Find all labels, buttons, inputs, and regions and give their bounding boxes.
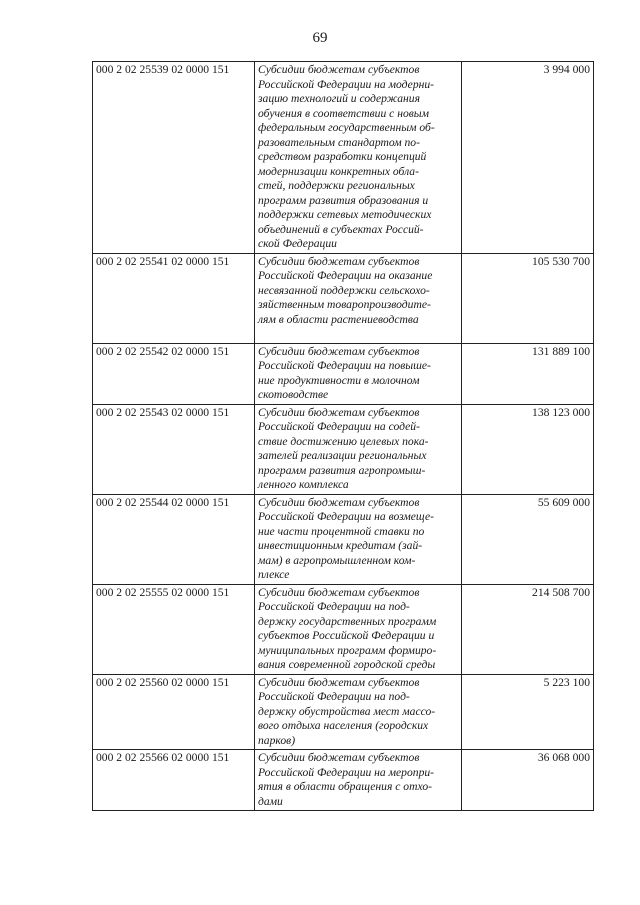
description-line: модернизации конкретных обла- [258, 164, 419, 178]
description-line: разовательным стандартом по- [258, 135, 420, 149]
description-line: несвязанной поддержки сельскохо- [258, 283, 430, 297]
amount-cell: 55 609 000 [462, 494, 594, 584]
table-row [93, 584, 594, 674]
description-line: федеральным государственным об- [258, 121, 435, 134]
budget-code-cell: 000 2 02 25539 02 0000 151 [93, 62, 255, 254]
table-row [93, 674, 594, 750]
description-cell [255, 584, 462, 674]
description-line: держку обустройства мест массо- [258, 704, 436, 718]
page-number: 69 [312, 30, 328, 46]
table-row [93, 343, 594, 404]
amount-cell: 105 530 700 [462, 253, 594, 343]
description-line: обучения в соответствии с новым [258, 106, 430, 120]
description-line: ятия в области обращения с отхо- [258, 780, 432, 793]
description-line [258, 327, 458, 342]
amount-cell: 131 889 100 [462, 343, 594, 404]
description-line: зацию технологий и содержания [258, 92, 420, 105]
description-cell [255, 404, 462, 494]
description-line: зяйственным товаропроизводите- [258, 298, 431, 311]
description-line: стей, поддержки региональных [258, 179, 415, 192]
description-line: парков) [258, 733, 296, 747]
description-line: программ развития агропромыш- [258, 463, 426, 477]
description-line: дами [258, 794, 283, 808]
description-line: Российской Федерации на возмеще- [258, 510, 434, 523]
description-cell [255, 674, 462, 750]
description-line: вания современной городской среды [258, 658, 436, 671]
description-line: ствие достижению целевых пока- [258, 434, 429, 448]
description-line: Субсидии бюджетам субъектов [258, 63, 420, 76]
description-cell [255, 750, 462, 811]
description-line: Субсидии бюджетам субъектов [258, 585, 420, 599]
description-cell [255, 62, 462, 254]
description-line: вого отдыха населения (городских [258, 719, 429, 732]
description-line: Российской Федерации на оказание [258, 269, 433, 282]
budget-code-cell: 000 2 02 25560 02 0000 151 [93, 674, 255, 750]
description-line: Субсидии бюджетам субъектов [258, 254, 420, 268]
budget-code-cell: 000 2 02 25544 02 0000 151 [93, 494, 255, 584]
description-line: средством разработки концепций [258, 150, 427, 163]
description-line: Субсидии бюджетам субъектов [258, 675, 420, 689]
table-row [93, 404, 594, 494]
description-line: Субсидии бюджетам субъектов [258, 751, 420, 764]
description-line: зателей реализации региональных [258, 449, 427, 462]
amount-cell: 214 508 700 [462, 584, 594, 674]
budget-code-cell: 000 2 02 25541 02 0000 151 [93, 253, 255, 343]
description-line: объединений в субъектах Россий- [258, 222, 424, 236]
amount-cell: 3 994 000 [462, 62, 594, 254]
description-line: скотоводстве [258, 388, 329, 401]
description-line: ленного комплекса [258, 478, 349, 491]
description-line: мам) в агропромышленном ком- [258, 553, 416, 567]
description-line: ние части процентной ставки по [258, 524, 425, 538]
amount-cell: 5 223 100 [462, 674, 594, 750]
description-line: ние продуктивности в молочном [258, 373, 420, 387]
description-line: ской Федерации [258, 237, 337, 250]
description-line: Российской Федерации на повыше- [258, 359, 431, 372]
description-line: плексе [258, 568, 290, 581]
description-cell [255, 253, 462, 343]
table-row [93, 750, 594, 811]
budget-code-cell: 000 2 02 25566 02 0000 151 [93, 750, 255, 811]
table-row [93, 253, 594, 343]
description-line: Российской Федерации на содей- [258, 420, 420, 433]
table-row [93, 62, 594, 254]
description-line: инвестиционным кредитам (зай- [258, 539, 423, 552]
description-cell [255, 494, 462, 584]
budget-code-cell: 000 2 02 25543 02 0000 151 [93, 404, 255, 494]
description-line: Российской Федерации на модерни- [258, 77, 435, 91]
table-body [93, 62, 594, 811]
description-line: программ развития образования и [258, 193, 429, 207]
description-cell [255, 343, 462, 404]
amount-cell: 36 068 000 [462, 750, 594, 811]
description-line: субъектов Российской Федерации и [258, 629, 435, 642]
description-line: Субсидии бюджетам субъектов [258, 405, 420, 419]
description-line: Российской Федерации на под- [258, 690, 410, 703]
budget-table [92, 61, 594, 811]
budget-code-cell: 000 2 02 25555 02 0000 151 [93, 584, 255, 674]
amount-cell: 138 123 000 [462, 404, 594, 494]
description-line: Российской Федерации на под- [258, 600, 410, 613]
description-line: Российской Федерации на меропри- [258, 765, 435, 779]
table-row [93, 494, 594, 584]
description-line: муниципальных программ формиро- [258, 643, 437, 657]
budget-code-cell: 000 2 02 25542 02 0000 151 [93, 343, 255, 404]
description-line: поддержки сетевых методических [258, 208, 432, 221]
description-line: держку государственных программ [258, 614, 437, 628]
description-line: лям в области растениеводства [258, 312, 419, 326]
description-line: Субсидии бюджетам субъектов [258, 344, 420, 358]
description-line: Субсидии бюджетам субъектов [258, 495, 420, 509]
